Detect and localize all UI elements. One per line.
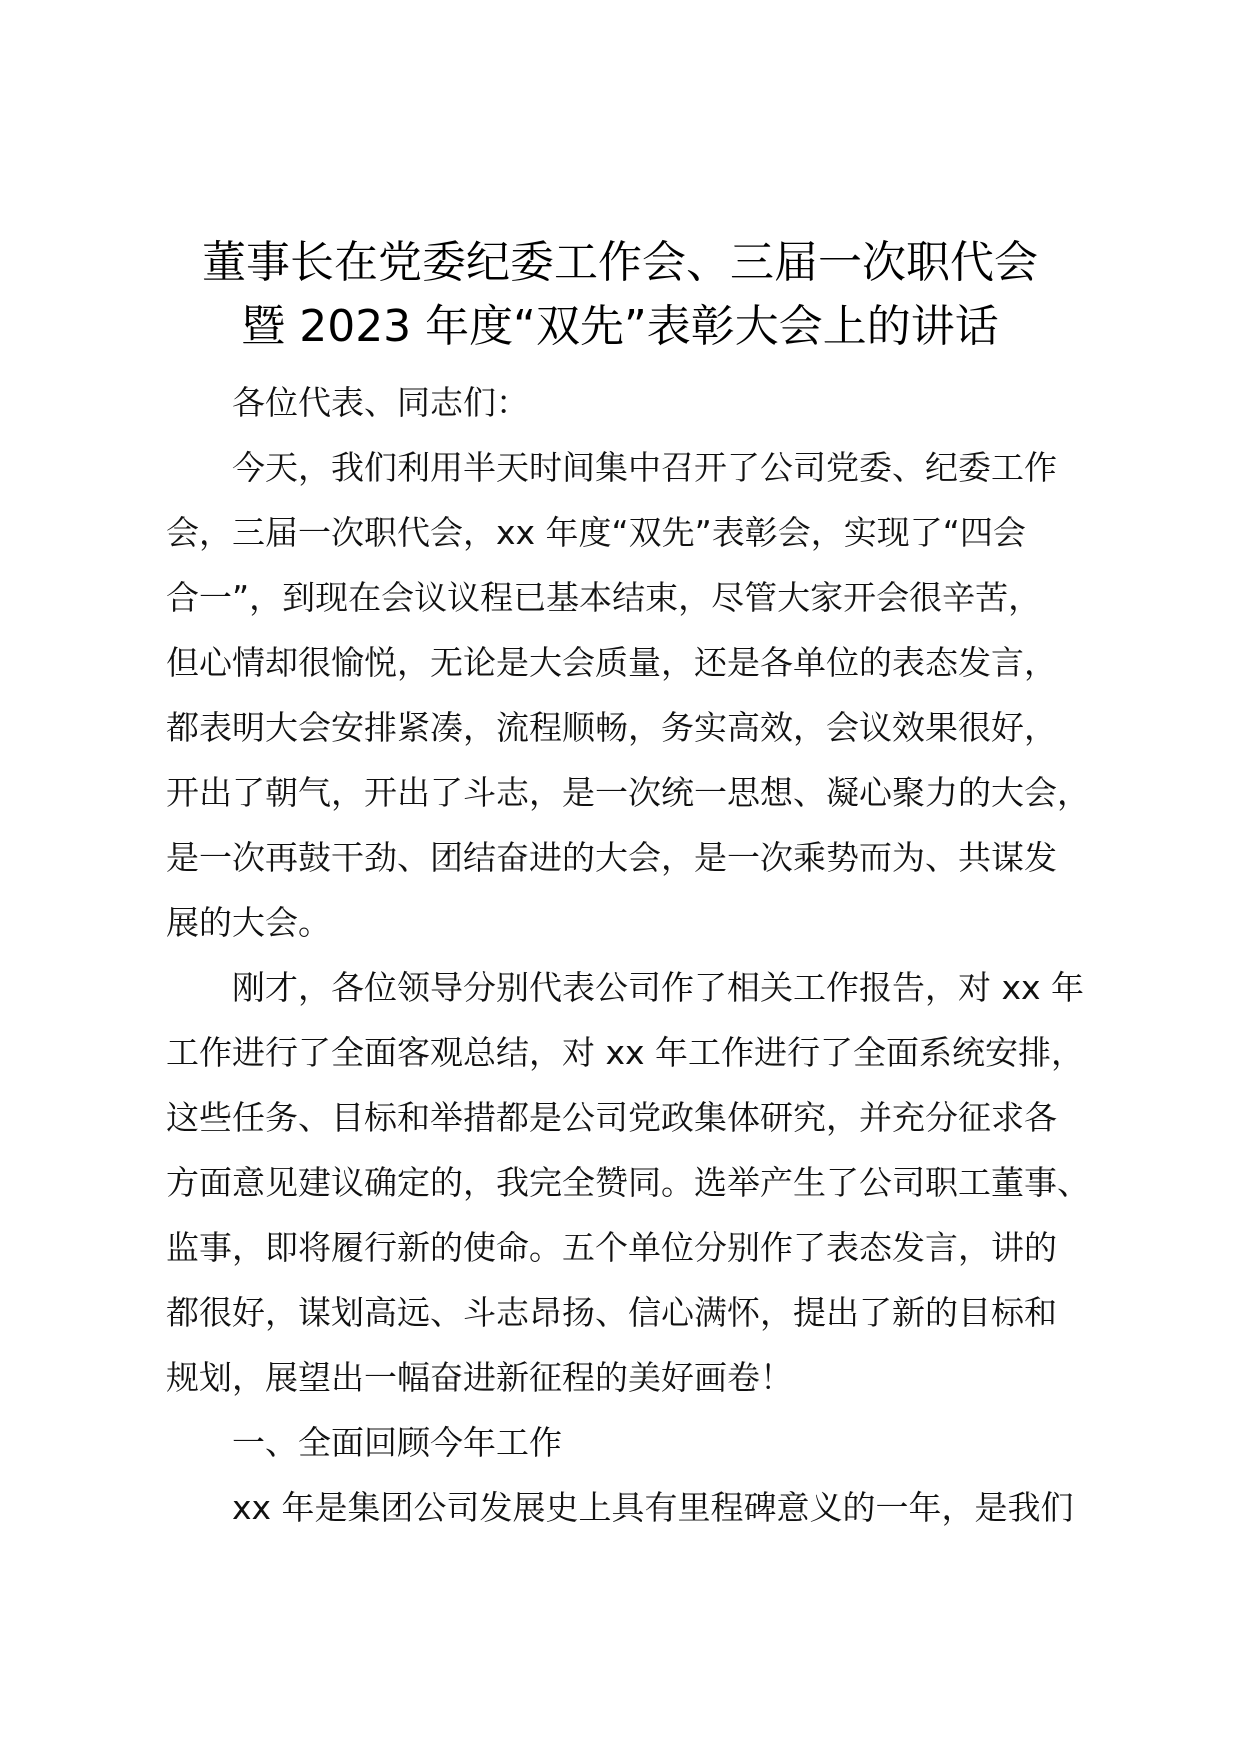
paragraph-line: 是一次再鼓干劲、团结奋进的大会，是一次乘势而为、共谋发 (166, 838, 1057, 877)
paragraph-line: 监事，即将履行新的使命。五个单位分别作了表态发言，讲的 (166, 1228, 1057, 1267)
document-title-line-2: 暨 2023 年度“双先”表彰大会上的讲话 (241, 301, 999, 352)
paragraph-line: 这些任务、目标和举措都是公司党政集体研究，并充分征求各 (166, 1098, 1057, 1137)
paragraph-2 (166, 955, 1126, 1410)
paragraph-line: 展的大会。 (166, 903, 331, 942)
paragraph-line: xx 年是集团公司发展史上具有里程碑意义的一年，是我们 (232, 1488, 1074, 1527)
paragraph-line: 都很好，谋划高远、斗志昂扬、信心满怀，提出了新的目标和 (166, 1293, 1057, 1332)
paragraph-1 (166, 435, 1126, 955)
salutation: 各位代表、同志们： (232, 383, 529, 422)
paragraph-line: 都表明大会安排紧凑，流程顺畅，务实高效，会议效果很好， (166, 708, 1057, 747)
document-body (166, 370, 1126, 1540)
paragraph-line: 方面意见建议确定的，我完全赞同。选举产生了公司职工董事、 (166, 1163, 1090, 1202)
paragraph-line: 合一”，到现在会议议程已基本结束，尽管大家开会很辛苦， (166, 578, 1042, 617)
paragraph-line: 今天，我们利用半天时间集中召开了公司党委、纪委工作 (232, 448, 1057, 487)
paragraph-line: 规划，展望出一幅奋进新征程的美好画卷！ (166, 1358, 793, 1397)
paragraph-line: 工作进行了全面客观总结，对 xx 年工作进行了全面系统安排， (166, 1033, 1085, 1072)
paragraph-3 (166, 1475, 1126, 1540)
section-heading: 一、全面回顾今年工作 (232, 1423, 562, 1462)
paragraph-line: 开出了朝气，开出了斗志，是一次统一思想、凝心聚力的大会， (166, 773, 1090, 812)
document-title-line-1: 董事长在党委纪委工作会、三届一次职代会 (202, 237, 1038, 288)
paragraph-line: 会，三届一次职代会，xx 年度“双先”表彰会，实现了“四会 (166, 513, 1026, 552)
paragraph-line: 刚才，各位领导分别代表公司作了相关工作报告，对 xx 年 (232, 968, 1085, 1007)
paragraph-line: 但心情却很愉悦，无论是大会质量，还是各单位的表态发言， (166, 643, 1057, 682)
